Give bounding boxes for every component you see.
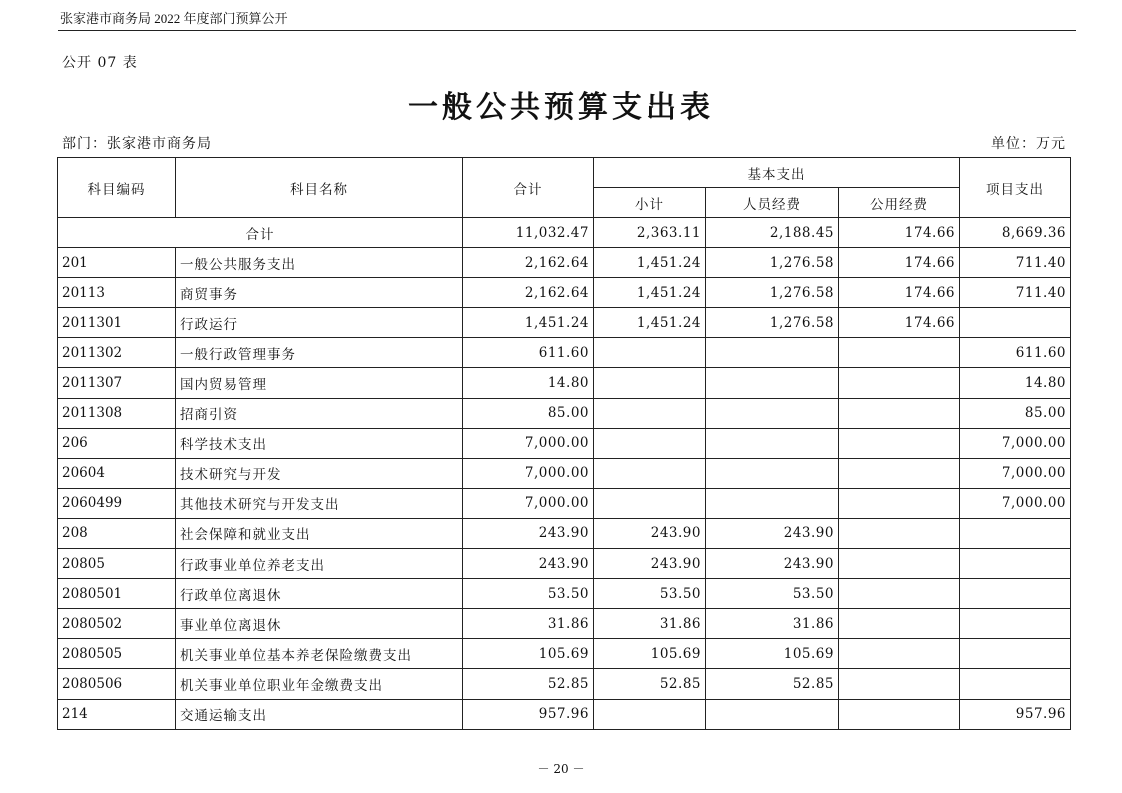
row-subtotal: 243.90 — [594, 518, 706, 548]
row-code: 2080506 — [58, 669, 176, 699]
row-personnel — [706, 398, 839, 428]
total-amount: 11,032.47 — [463, 218, 594, 248]
row-name: 行政事业单位养老支出 — [176, 549, 463, 579]
total-row — [58, 218, 1071, 248]
row-total: 1,451.24 — [463, 308, 594, 338]
row-project: 611.60 — [960, 338, 1071, 368]
row-name: 国内贸易管理 — [176, 368, 463, 398]
row-subtotal — [594, 398, 706, 428]
row-code: 20113 — [58, 278, 176, 308]
row-project — [960, 579, 1071, 609]
row-code: 2060499 — [58, 488, 176, 518]
table-row — [58, 609, 1071, 639]
row-subtotal — [594, 368, 706, 398]
row-name: 科学技术支出 — [176, 428, 463, 458]
row-subtotal: 1,451.24 — [594, 308, 706, 338]
header-project: 项目支出 — [960, 158, 1071, 218]
row-subtotal: 243.90 — [594, 549, 706, 579]
row-public — [839, 699, 960, 729]
row-project: 711.40 — [960, 248, 1071, 278]
row-public — [839, 458, 960, 488]
row-code: 2011301 — [58, 308, 176, 338]
row-code: 2011308 — [58, 398, 176, 428]
row-project — [960, 639, 1071, 669]
row-subtotal: 105.69 — [594, 639, 706, 669]
table-row — [58, 338, 1071, 368]
row-project — [960, 518, 1071, 548]
table-row — [58, 488, 1071, 518]
row-code: 206 — [58, 428, 176, 458]
row-personnel — [706, 488, 839, 518]
row-total: 2,162.64 — [463, 248, 594, 278]
row-public — [839, 518, 960, 548]
row-subtotal: 1,451.24 — [594, 278, 706, 308]
row-name: 机关事业单位基本养老保险缴费支出 — [176, 639, 463, 669]
row-personnel — [706, 699, 839, 729]
row-total: 53.50 — [463, 579, 594, 609]
table-row — [58, 308, 1071, 338]
row-project: 7,000.00 — [960, 458, 1071, 488]
header-personnel: 人员经费 — [706, 188, 839, 218]
row-public — [839, 428, 960, 458]
header-name: 科目名称 — [176, 158, 463, 218]
total-personnel: 2,188.45 — [706, 218, 839, 248]
row-personnel — [706, 368, 839, 398]
row-public: 174.66 — [839, 248, 960, 278]
row-subtotal: 52.85 — [594, 669, 706, 699]
row-personnel: 1,276.58 — [706, 308, 839, 338]
row-project — [960, 609, 1071, 639]
row-total: 243.90 — [463, 549, 594, 579]
row-personnel — [706, 338, 839, 368]
row-code: 2080505 — [58, 639, 176, 669]
row-name: 机关事业单位职业年金缴费支出 — [176, 669, 463, 699]
table-row — [58, 458, 1071, 488]
form-number: 公开 07 表 — [62, 55, 138, 71]
row-total: 611.60 — [463, 338, 594, 368]
row-project: 85.00 — [960, 398, 1071, 428]
row-total: 7,000.00 — [463, 428, 594, 458]
header-total: 合计 — [463, 158, 594, 218]
table-row — [58, 699, 1071, 729]
row-public — [839, 488, 960, 518]
row-code: 208 — [58, 518, 176, 548]
row-project: 7,000.00 — [960, 488, 1071, 518]
row-name: 行政运行 — [176, 308, 463, 338]
row-subtotal: 53.50 — [594, 579, 706, 609]
row-personnel: 1,276.58 — [706, 278, 839, 308]
header-divider — [58, 30, 1076, 31]
row-project: 711.40 — [960, 278, 1071, 308]
row-total: 14.80 — [463, 368, 594, 398]
row-subtotal: 31.86 — [594, 609, 706, 639]
row-project — [960, 669, 1071, 699]
row-total: 957.96 — [463, 699, 594, 729]
table-row — [58, 278, 1071, 308]
row-public — [839, 639, 960, 669]
row-subtotal — [594, 338, 706, 368]
row-project: 14.80 — [960, 368, 1071, 398]
row-code: 2080502 — [58, 609, 176, 639]
header-public: 公用经费 — [839, 188, 960, 218]
row-project: 957.96 — [960, 699, 1071, 729]
table-row — [58, 368, 1071, 398]
row-subtotal — [594, 699, 706, 729]
row-name: 行政单位离退休 — [176, 579, 463, 609]
row-project — [960, 308, 1071, 338]
total-project: 8,669.36 — [960, 218, 1071, 248]
header-basic: 基本支出 — [594, 158, 960, 188]
row-total: 7,000.00 — [463, 458, 594, 488]
row-subtotal: 1,451.24 — [594, 248, 706, 278]
row-public — [839, 368, 960, 398]
table-row — [58, 669, 1071, 699]
table-row — [58, 639, 1071, 669]
row-code: 20604 — [58, 458, 176, 488]
row-public — [839, 609, 960, 639]
header-code: 科目编码 — [58, 158, 176, 218]
row-project: 7,000.00 — [960, 428, 1071, 458]
row-public: 174.66 — [839, 278, 960, 308]
table-row — [58, 579, 1071, 609]
row-name: 商贸事务 — [176, 278, 463, 308]
row-total: 2,162.64 — [463, 278, 594, 308]
row-personnel: 31.86 — [706, 609, 839, 639]
page-number: － 20 － — [537, 762, 585, 776]
row-total: 105.69 — [463, 639, 594, 669]
header-subtotal: 小计 — [594, 188, 706, 218]
table-body — [58, 218, 1071, 730]
row-personnel — [706, 428, 839, 458]
row-total: 85.00 — [463, 398, 594, 428]
row-total: 52.85 — [463, 669, 594, 699]
row-code: 20805 — [58, 549, 176, 579]
row-subtotal — [594, 488, 706, 518]
row-name: 一般公共服务支出 — [176, 248, 463, 278]
row-personnel: 105.69 — [706, 639, 839, 669]
row-subtotal — [594, 458, 706, 488]
row-name: 技术研究与开发 — [176, 458, 463, 488]
row-personnel: 243.90 — [706, 549, 839, 579]
row-public — [839, 549, 960, 579]
unit-label: 单位：万元 — [991, 136, 1066, 152]
row-total: 31.86 — [463, 609, 594, 639]
row-name: 事业单位离退休 — [176, 609, 463, 639]
row-public: 174.66 — [839, 308, 960, 338]
row-public — [839, 398, 960, 428]
table-row — [58, 428, 1071, 458]
row-total: 7,000.00 — [463, 488, 594, 518]
running-header: 张家港市商务局 2022 年度部门预算公开 — [60, 11, 288, 26]
row-name: 其他技术研究与开发支出 — [176, 488, 463, 518]
row-total: 243.90 — [463, 518, 594, 548]
row-public — [839, 338, 960, 368]
row-personnel: 53.50 — [706, 579, 839, 609]
row-name: 交通运输支出 — [176, 699, 463, 729]
department-label: 部门：张家港市商务局 — [62, 136, 212, 152]
row-code: 2011302 — [58, 338, 176, 368]
table-row — [58, 248, 1071, 278]
row-code: 2011307 — [58, 368, 176, 398]
budget-table — [57, 157, 1071, 730]
row-name: 招商引资 — [176, 398, 463, 428]
row-public — [839, 579, 960, 609]
table-row — [58, 549, 1071, 579]
table-row — [58, 398, 1071, 428]
row-personnel: 52.85 — [706, 669, 839, 699]
row-name: 一般行政管理事务 — [176, 338, 463, 368]
total-label: 合计 — [58, 218, 463, 248]
row-project — [960, 549, 1071, 579]
total-subtotal: 2,363.11 — [594, 218, 706, 248]
page-title: 一般公共预算支出表 — [408, 90, 714, 125]
row-personnel: 243.90 — [706, 518, 839, 548]
row-code: 214 — [58, 699, 176, 729]
total-public: 174.66 — [839, 218, 960, 248]
row-name: 社会保障和就业支出 — [176, 518, 463, 548]
table-row — [58, 518, 1071, 548]
row-public — [839, 669, 960, 699]
row-code: 2080501 — [58, 579, 176, 609]
row-subtotal — [594, 428, 706, 458]
row-personnel — [706, 458, 839, 488]
row-personnel: 1,276.58 — [706, 248, 839, 278]
row-code: 201 — [58, 248, 176, 278]
